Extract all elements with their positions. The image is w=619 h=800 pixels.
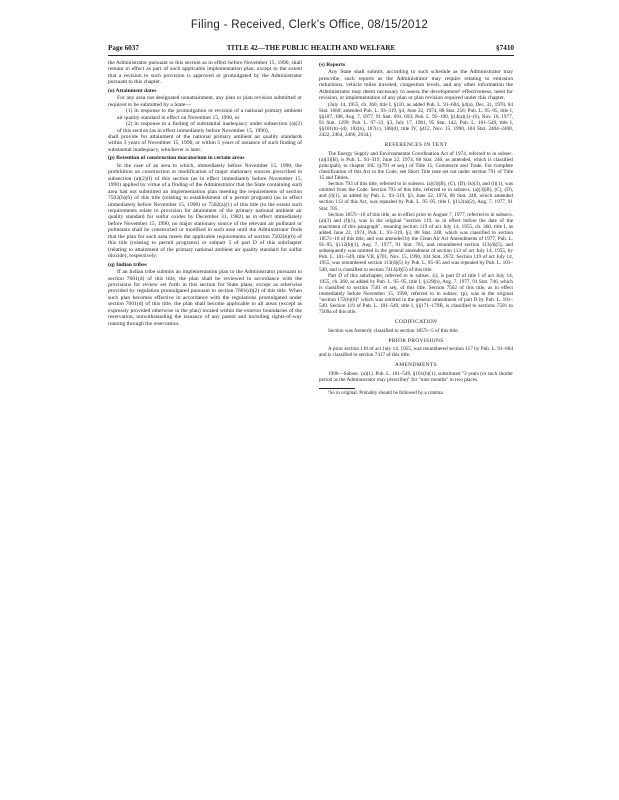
note-heading: CODIFICATION	[394, 319, 438, 326]
note-paragraph: Section 1857c–10 of this title, as in effect prior to August 7, 1977, referred to in subsecs. (a)(3) and (f)(1), was in the original "section 119, as in effect before the date of the enactment of this paragraph", meaning section 119 of act July 14, 1955, ch. 360, title I, as added June 22, 1974, Pub. L. 93–319, §3, 88 Stat. 248, which was classified to section 1857c–10 of this title, and was amended by the Clean Air Act Amendments of 1977, Pub. L. 95–95, §112(b)(1), Aug. 7, 1977, 91 Stat. 705, and renumbered section 113(d)(5), and subsequently was omitted in the general amendment of section 113 of act July 14, 1955, by Pub. L. 101–549, title VII, §701, Nov. 15, 1990, 104 Stat. 2672. Section 119 of act July 14, 1955, was renumbered section 113(d)(5) by Pub. L. 95–95 and was repealed by Pub. L. 101–549, and is classified to section 7413(d)(5) of this title.	[319, 211, 513, 273]
filing-stamp: Filing - Received, Clerk's Office, 08/15/2012	[190, 19, 429, 31]
note-heading: REFERENCES IN TEXT	[384, 142, 448, 149]
right-column-body	[319, 62, 513, 383]
paragraph: Any State shall submit, according to such schedule as the Administrator may prescribe, such reports as the Administrator may require relating to emission reductions, vehicle miles traveled, congestion levels, and any other information the Administrator may deem necessary to assess the development¹ effectiveness, need for revision, or implementation of any plan or plan revision required under this chapter.	[319, 69, 513, 102]
section-heading: (q) Indian tribes	[108, 261, 147, 268]
section-number: §7410	[496, 44, 514, 52]
section-heading: (p) Retention of construction moratorium in certain areas	[108, 155, 245, 162]
note-paragraph: (July 14, 1955, ch. 360, title I, §110, as added Pub. L. 91–604, §4(a), Dec. 31, 1970, 84 Stat. 1680; amended Pub. L. 93–319, §4, June 22, 1974, 88 Stat. 256; Pub. L. 95–95, title I, §§107, 108, Aug. 7, 1977, 91 Stat. 691, 693; Pub. L. 95–190, §14(a)(1)–(6), Nov. 16, 1977, 91 Stat. 1399; Pub. L. 97–23, §3, July 17, 1981, 95 Stat. 142; Pub. L. 101–549, title I, §§101(b)–(d), 102(h), 107(c), 108(d), title IV, §412, Nov. 15, 1990, 104 Stat. 2404–2408, 2422, 2464, 2466, 2634.)	[319, 101, 513, 139]
note-heading: AMENDMENTS	[394, 362, 438, 369]
note-paragraph: Section was formerly classified to section 1857c–5 of this title.	[328, 327, 459, 334]
section-heading: (s) Reports	[319, 62, 346, 68]
right-column	[319, 60, 513, 397]
subparagraph: (1) in response to the promulgation or revision of a national primary ambient air quality standard in effect on November 15, 1990, or	[117, 108, 302, 121]
paragraph: the Administrator pursuant to this section as in effect before November 15, 1990, shall remain in effect as part of such applicable implementation plan, except to the extent that a revision to such provision is approved or promulgated by the Administrator pursuant to this chapter.	[108, 60, 302, 86]
section-heading: (o) Attainment dates	[108, 87, 157, 94]
note-paragraph: Part D of this subchapter, referred to in subsec. (i), is part D of title I of act July 14, 1955, ch. 360, as added by Pub. L. 95–95, title I, §129(b), Aug. 7, 1977, 91 Stat. 746, which is classified to section 7501 et seq. of this title. Section 7502 of this title, as in effect immediately before November 15, 1990, referred to in subsec. (p), was in the original "section 172(b)(6)" which was omitted in the general amendment of part D by Pub. L. 101–549. Section 119 of Pub. L. 101–549, title I, §§171–179B, is classified to sections 7501 to 7509a of this title.	[319, 272, 513, 316]
paragraph: If an Indian tribe submits an implementation plan to the Administrator pursuant to section 7601(d) of this title, the plan shall be reviewed in accordance with the provisions for review set forth in this section for State plans, except as otherwise provided by regulation promulgated pursuant to section 7601(d)(2) of this title. When such plan becomes effective in accordance with the regulations promulgated under section 7601(d) of this title, the plan shall become applicable to all areas (except as expressly provided otherwise in the plan) located within the exterior boundaries of the reservation, notwithstanding the issuance of any patent and including rights-of-way running through the reservation.	[108, 269, 302, 327]
header-rule	[108, 55, 514, 56]
note-paragraph: A prior section 110 of act July 14, 1955, was renumbered section 117 by Pub. L. 91–604 and is classified to section 7417 of this title.	[319, 346, 513, 359]
paragraph: shall provide for attainment of the national primary ambient air quality standards within 3 years of November 15, 1990, or within 5 years of issuance of such finding of substantial inadequacy, whichever is later.	[108, 133, 302, 153]
left-column	[108, 60, 302, 327]
note-paragraph: Section 793 of this title, referred to in subsecs. (a)(3)(B), (C), (D), (k)(3), and (l)(1), was omitted from the Code. Section 793 of this title, referred to in subsecs. (a)(3)(B), (C), (D), and (l)(1), as added by Pub. L. 93–319, §3, June 22, 1974, 88 Stat. 248, which amended section 113 of this Act, was repealed by Pub. L. 95–95, title I, §112(a)(2), Aug. 7, 1977, 91 Stat. 705.	[319, 181, 513, 212]
footnote: ¹So in original. Probably should be followed by a comma.	[328, 391, 444, 397]
subparagraph: (2) in response to a finding of substantial inadequacy under subsection (a)(2) of this section (as in effect immediately before November 15, 1990),	[117, 121, 302, 134]
footnote-rule	[319, 388, 355, 389]
paragraph: In the case of an area to which, immediately before November 15, 1990, the prohibition on construction or modification of major stationary sources prescribed in subsection (a)(2)(I) of this section (as in effect immediately before November 15, 1990) applied by virtue of a finding of the Administrator that the State containing such area had not submitted an implementation plan meeting the requirements of section 7502(b)(6) of this title (relating to establishment of a permit program) (as in effect immediately before November 15, 1990) or 7502(a)(1) of this title (to the extent such requirements relate to provision for attainment of the primary national ambient air quality standard for sulfur oxides by December 31, 1982) as in effect immediately before November 15, 1990, no major stationary source of the relevant air pollutant or pollutants shall be constructed or modified in such area until the Administrator finds that the plan for such area meets the applicable requirements of section 7502(b)(6) of this title (relating to permit programs) or subpart 5 of part D of this subchapter (relating to attainment of the primary national ambient air quality standard for sulfur dioxide), respectively.	[108, 162, 302, 260]
note-paragraph: 1990—Subsec. (a)(1). Pub. L. 101–549, §101(b)(1), substituted "3 years (or such shorter period as the Administrator may prescribe)" for "nine months" in two places.	[319, 370, 513, 383]
title-heading: TITLE 42—THE PUBLIC HEALTH AND WELFARE	[226, 44, 396, 52]
page-number: Page 6037	[108, 44, 139, 52]
note-paragraph: The Energy Supply and Environmental Coordination Act of 1974, referred to in subsec. (a)(3)(B), is Pub. L. 93–319, June 22, 1974, 88 Stat. 246, as amended, which is classified principally to chapter 16C (§791 et seq.) of Title 15, Commerce and Trade. For complete classification of this Act to the Code, see Short Title note set out under section 791 of Title 15 and Tables.	[319, 150, 513, 182]
paragraph: For any area not designated nonattainment, any plan or plan revision submitted or required to be submitted by a State—	[108, 95, 302, 108]
note-heading: PRIOR PROVISIONS	[388, 337, 444, 344]
